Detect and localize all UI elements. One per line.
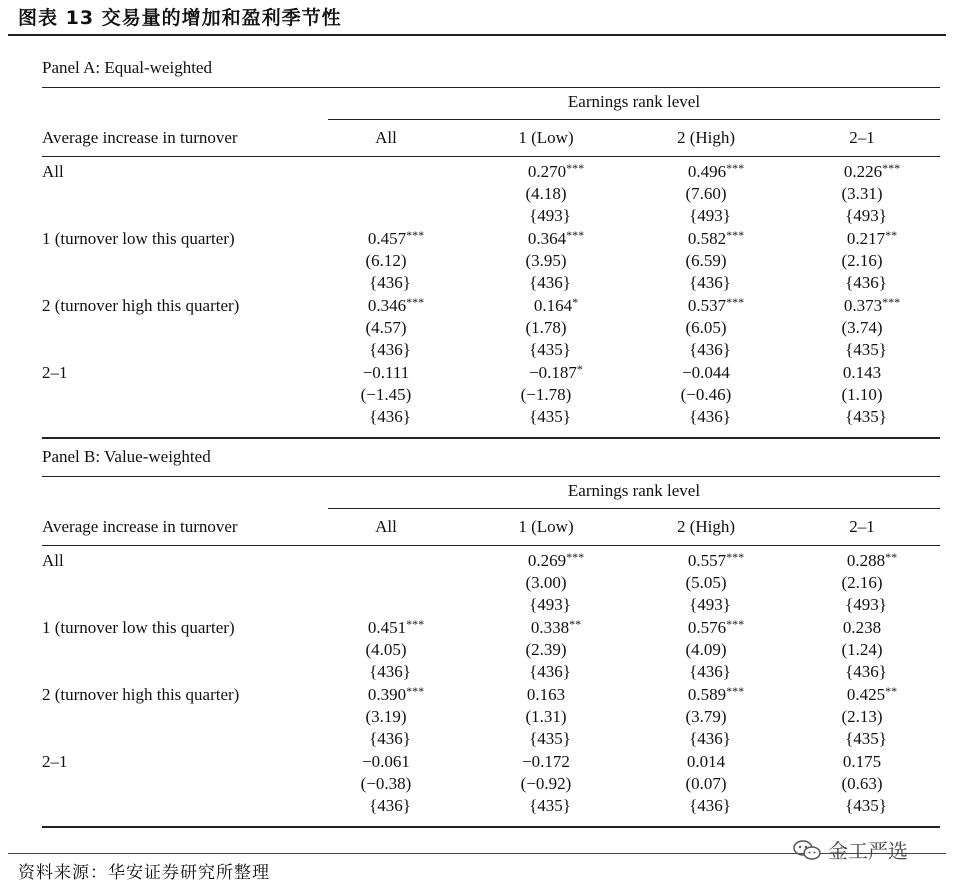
coefficient: 0.163	[526, 685, 566, 704]
coefficient: 0.496	[687, 162, 727, 181]
coefficient-value	[847, 684, 897, 706]
t-statistic: (3.31)	[841, 184, 883, 203]
significance-stars: ***	[726, 684, 745, 698]
brand-name: 金工严选	[828, 839, 908, 863]
observation-count: {435}	[845, 407, 887, 426]
coefficient: 0.338	[530, 618, 570, 637]
coefficient-value	[528, 228, 584, 250]
source-note: 资料来源：华安证券研究所整理	[18, 863, 270, 883]
row-header: Average increase in turnover	[42, 128, 238, 147]
t-statistic: (3.19)	[365, 707, 407, 726]
t-statistic: (4.09)	[685, 640, 727, 659]
t-statistic: (4.57)	[365, 318, 407, 337]
t-statistic: (0.07)	[685, 774, 727, 793]
column-header: 2 (High)	[676, 128, 736, 147]
t-statistic: (1.10)	[841, 385, 883, 404]
observation-count: {436}	[689, 273, 731, 292]
coefficient-value	[847, 550, 897, 572]
t-statistic: (6.12)	[365, 251, 407, 270]
t-statistic: (5.05)	[685, 573, 727, 592]
t-statistic: (3.74)	[841, 318, 883, 337]
significance-stars: ***	[566, 161, 585, 175]
t-statistic: (−1.45)	[360, 385, 412, 404]
coefficient: 0.576	[687, 618, 727, 637]
coefficient: 0.373	[843, 296, 883, 315]
t-statistic: (−0.38)	[360, 774, 412, 793]
observation-count: {436}	[689, 796, 731, 815]
coefficient: −0.061	[362, 752, 410, 771]
significance-stars: ***	[566, 550, 585, 564]
significance-stars: ***	[726, 161, 745, 175]
t-statistic: (2.16)	[841, 573, 883, 592]
significance-stars: *	[572, 295, 579, 309]
coefficient-value	[368, 228, 424, 250]
column-header: 1 (Low)	[518, 517, 574, 536]
observation-count: {436}	[369, 340, 411, 359]
t-statistic: (4.05)	[365, 640, 407, 659]
significance-stars: ***	[726, 617, 745, 631]
observation-count: {436}	[369, 273, 411, 292]
table-rule	[42, 545, 940, 546]
coefficient-value	[528, 161, 584, 183]
observation-count: {435}	[529, 407, 571, 426]
row-label: 2–1	[42, 752, 68, 771]
column-header: 2 (High)	[676, 517, 736, 536]
observation-count: {436}	[689, 407, 731, 426]
significance-stars: ***	[406, 295, 425, 309]
coefficient-value	[688, 617, 744, 639]
significance-stars: **	[885, 684, 898, 698]
coefficient: 0.537	[687, 296, 727, 315]
coefficient-value	[529, 362, 583, 384]
coefficient-value	[368, 617, 424, 639]
coefficient-value	[688, 228, 744, 250]
observation-count: {435}	[529, 340, 571, 359]
coefficient-value	[844, 161, 900, 183]
coefficient-value	[687, 751, 725, 773]
coefficient: 0.457	[367, 229, 407, 248]
observation-count: {493}	[529, 206, 571, 225]
observation-count: {436}	[689, 729, 731, 748]
row-label: All	[42, 551, 64, 570]
coefficient-value	[688, 295, 744, 317]
significance-stars: ***	[882, 161, 901, 175]
coefficient: 0.238	[842, 618, 882, 637]
observation-count: {436}	[845, 662, 887, 681]
observation-count: {436}	[689, 340, 731, 359]
coefficient: 0.269	[527, 551, 567, 570]
table-rule	[42, 476, 940, 477]
table-rule	[42, 437, 940, 439]
column-header: 1 (Low)	[518, 128, 574, 147]
significance-stars: **	[885, 228, 898, 242]
t-statistic: (1.31)	[525, 707, 567, 726]
coefficient-value	[522, 751, 570, 773]
coefficient: −0.172	[522, 752, 570, 771]
coefficient-value	[688, 550, 744, 572]
observation-count: {435}	[845, 729, 887, 748]
t-statistic: (3.79)	[685, 707, 727, 726]
coefficient-value	[531, 617, 581, 639]
coefficient-value	[362, 751, 410, 773]
column-header: 2–1	[849, 128, 875, 147]
t-statistic: (2.16)	[841, 251, 883, 270]
row-label: 2 (turnover high this quarter)	[42, 296, 240, 315]
table-rule	[42, 87, 940, 88]
t-statistic: (4.18)	[525, 184, 567, 203]
t-statistic: (−0.46)	[680, 385, 732, 404]
panel-title: Panel A: Equal-weighted	[42, 58, 212, 77]
observation-count: {435}	[845, 340, 887, 359]
column-header: All	[375, 128, 397, 147]
table-rule	[42, 826, 940, 828]
significance-stars: ***	[726, 228, 745, 242]
significance-stars: *	[576, 362, 583, 376]
t-statistic: (1.24)	[841, 640, 883, 659]
coefficient: 0.589	[687, 685, 727, 704]
observation-count: {436}	[845, 273, 887, 292]
coefficient-value	[368, 295, 424, 317]
significance-stars: ***	[406, 684, 425, 698]
coefficient-value	[844, 295, 900, 317]
significance-stars: **	[885, 550, 898, 564]
coefficient-value	[682, 362, 730, 384]
t-statistic: (6.59)	[685, 251, 727, 270]
coefficient-value	[843, 617, 881, 639]
title-rule	[8, 34, 946, 36]
coefficient: −0.111	[362, 363, 410, 382]
observation-count: {493}	[845, 206, 887, 225]
significance-stars: **	[569, 617, 582, 631]
coefficient: 0.288	[846, 551, 886, 570]
observation-count: {493}	[529, 595, 571, 614]
observation-count: {436}	[529, 273, 571, 292]
coefficient: 0.425	[846, 685, 886, 704]
observation-count: {493}	[689, 595, 731, 614]
table-rule	[328, 119, 940, 120]
observation-count: {435}	[529, 796, 571, 815]
row-header: Average increase in turnover	[42, 517, 238, 536]
coefficient: −0.044	[682, 363, 730, 382]
observation-count: {435}	[529, 729, 571, 748]
coefficient: 0.557	[687, 551, 727, 570]
row-label: 1 (turnover low this quarter)	[42, 618, 235, 637]
significance-stars: ***	[406, 228, 425, 242]
coefficient: 0.346	[367, 296, 407, 315]
coefficient-value	[847, 228, 897, 250]
coefficient-value	[363, 362, 410, 384]
table-rule	[42, 156, 940, 157]
spanner-header: Earnings rank level	[567, 481, 701, 500]
observation-count: {493}	[689, 206, 731, 225]
t-statistic: (2.13)	[841, 707, 883, 726]
observation-count: {436}	[369, 796, 411, 815]
row-label: 2–1	[42, 363, 68, 382]
table-rule	[328, 508, 940, 509]
t-statistic: (2.39)	[525, 640, 567, 659]
coefficient: −0.187	[529, 363, 577, 382]
coefficient: 0.364	[527, 229, 567, 248]
coefficient-value	[527, 684, 565, 706]
t-statistic: (7.60)	[685, 184, 727, 203]
coefficient-value	[368, 684, 424, 706]
spanner-header: Earnings rank level	[567, 92, 701, 111]
coefficient: 0.164	[533, 296, 573, 315]
coefficient-value	[688, 684, 744, 706]
t-statistic: (1.78)	[525, 318, 567, 337]
coefficient: 0.217	[846, 229, 886, 248]
t-statistic: (−0.92)	[520, 774, 572, 793]
coefficient: 0.175	[842, 752, 882, 771]
coefficient: 0.390	[367, 685, 407, 704]
coefficient-value	[688, 161, 744, 183]
coefficient: 0.014	[686, 752, 726, 771]
significance-stars: ***	[726, 295, 745, 309]
significance-stars: ***	[726, 550, 745, 564]
t-statistic: (0.63)	[841, 774, 883, 793]
coefficient: 0.582	[687, 229, 727, 248]
observation-count: {436}	[369, 662, 411, 681]
coefficient-value	[534, 295, 578, 317]
coefficient: 0.226	[843, 162, 883, 181]
row-label: 1 (turnover low this quarter)	[42, 229, 235, 248]
observation-count: {436}	[369, 729, 411, 748]
t-statistic: (−1.78)	[520, 385, 572, 404]
coefficient-value	[528, 550, 584, 572]
coefficient-value	[843, 362, 881, 384]
significance-stars: ***	[566, 228, 585, 242]
t-statistic: (3.95)	[525, 251, 567, 270]
observation-count: {436}	[529, 662, 571, 681]
observation-count: {436}	[369, 407, 411, 426]
t-statistic: (6.05)	[685, 318, 727, 337]
observation-count: {435}	[845, 796, 887, 815]
column-header: 2–1	[849, 517, 875, 536]
observation-count: {436}	[689, 662, 731, 681]
t-statistic: (3.00)	[525, 573, 567, 592]
coefficient: 0.451	[367, 618, 407, 637]
coefficient-value	[843, 751, 881, 773]
wechat-icon	[792, 839, 822, 861]
panel-title: Panel B: Value-weighted	[42, 447, 211, 466]
coefficient: 0.143	[842, 363, 882, 382]
observation-count: {493}	[845, 595, 887, 614]
figure-title: 图表 13 交易量的增加和盈利季节性	[18, 7, 342, 29]
brand-watermark	[792, 835, 908, 864]
column-header: All	[375, 517, 397, 536]
significance-stars: ***	[406, 617, 425, 631]
significance-stars: ***	[882, 295, 901, 309]
coefficient: 0.270	[527, 162, 567, 181]
row-label: All	[42, 162, 64, 181]
row-label: 2 (turnover high this quarter)	[42, 685, 240, 704]
